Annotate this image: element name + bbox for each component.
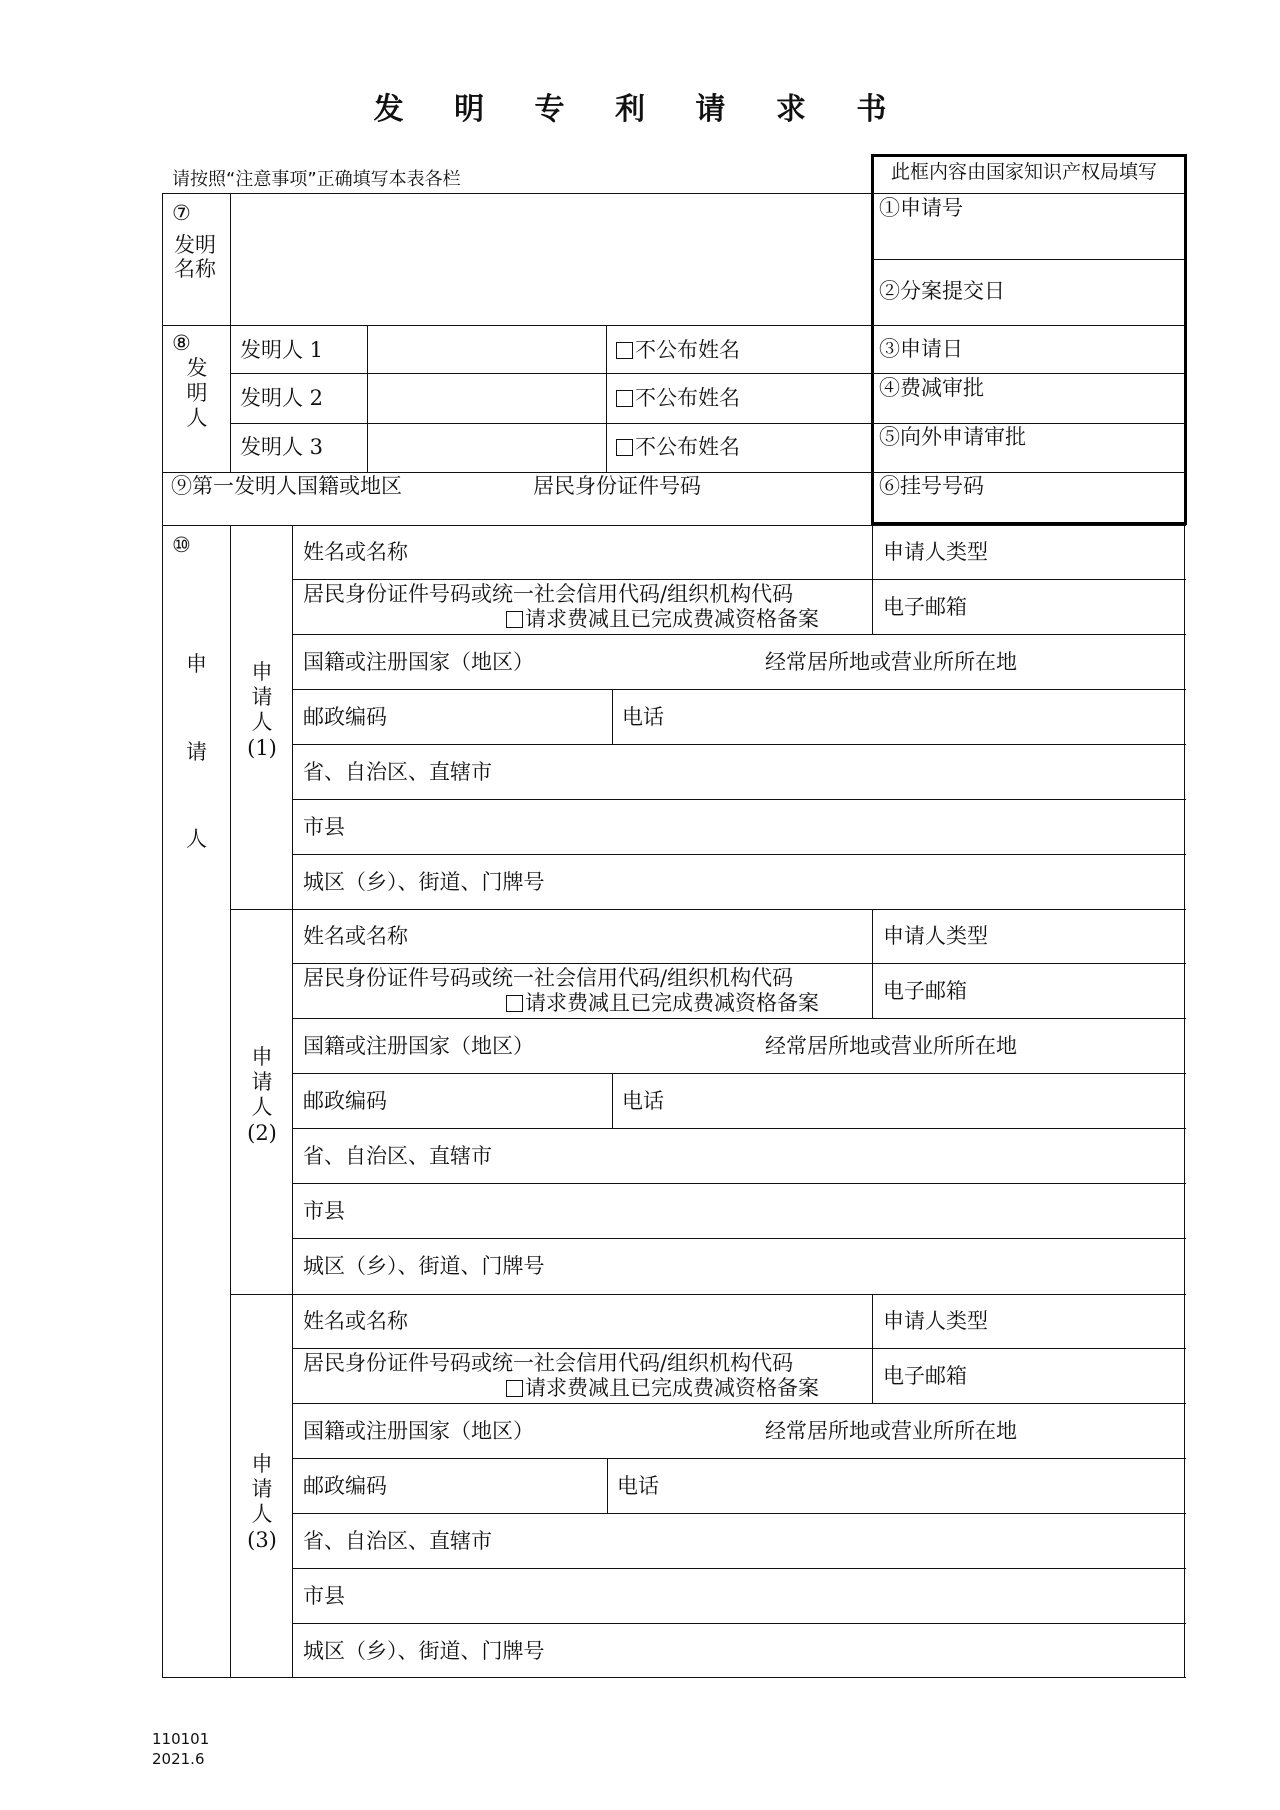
application-number-label: ①申请号 [879,196,963,220]
foreign-application-label: ⑤向外申请审批 [879,425,1026,449]
checkbox-icon[interactable] [616,342,633,359]
page-title: 发 明 专 利 请 求 书 [373,92,907,127]
applicant-3-fee-reduction-option[interactable]: 请求费减且已完成费减资格备案 [506,1378,819,1399]
applicant-3-email-label: 电子邮箱 [883,1364,967,1388]
applicants-section-number: ⑩ [172,533,191,557]
applicant-3-residence-label: 经常居所地或营业所所在地 [765,1419,1017,1443]
applicant-2-side-label: 申请人(2) [247,1045,277,1145]
inventor-3-label: 发明人 3 [240,435,324,459]
inventor-3-hide-name-option[interactable]: 不公布姓名 [616,437,740,458]
applicant-2-email-label: 电子邮箱 [883,979,967,1003]
applicants-vertical-char-3: 人 [186,827,207,851]
applicants-vertical-char-1: 申 [186,652,207,676]
checkbox-icon[interactable] [616,439,633,456]
first-inventor-nationality-label: ⑨第一发明人国籍或地区 [171,474,402,498]
applicant-1-email-label: 电子邮箱 [883,595,967,619]
applicant-3-id-code-label: 居民身份证件号码或统一社会信用代码/组织机构代码 [303,1351,794,1375]
applicant-1-side-label: 申请人(1) [247,660,277,760]
inventor-1-hide-name-option[interactable]: 不公布姓名 [616,340,740,361]
applicant-1-name-label: 姓名或名称 [303,540,408,564]
first-inventor-id-label: 居民身份证件号码 [533,474,701,498]
applicant-1-fee-reduction-option[interactable]: 请求费减且已完成费减资格备案 [506,609,819,630]
applicant-3-postal-label: 邮政编码 [303,1474,387,1498]
applicant-2-district-label: 城区（乡）、街道、门牌号 [303,1254,545,1278]
applicant-2-country-label: 国籍或注册国家（地区） [303,1034,534,1058]
applicant-1-province-label: 省、自治区、直辖市 [303,760,492,784]
applicant-2-city-label: 市县 [303,1199,345,1223]
applicant-2-fee-reduction-option[interactable]: 请求费减且已完成费减资格备案 [506,993,819,1014]
applicants-vertical-char-2: 请 [186,740,207,764]
applicant-2-id-code-label: 居民身份证件号码或统一社会信用代码/组织机构代码 [303,966,794,990]
invention-name-label-line1: 发明 [174,233,216,257]
applicant-1-postal-label: 邮政编码 [303,705,387,729]
checkbox-icon[interactable] [506,995,523,1012]
application-date-label: ③申请日 [879,337,963,361]
applicant-3-name-label: 姓名或名称 [303,1309,408,1333]
form-code: 110101 [152,1730,210,1748]
applicant-1-type-label: 申请人类型 [883,540,988,564]
applicant-2-residence-label: 经常居所地或营业所所在地 [765,1034,1017,1058]
applicant-1-phone-label: 电话 [622,705,664,729]
applicant-3-district-label: 城区（乡）、街道、门牌号 [303,1639,545,1663]
applicant-3-province-label: 省、自治区、直辖市 [303,1529,492,1553]
applicant-3-city-label: 市县 [303,1584,345,1608]
form-version-date: 2021.6 [152,1750,205,1768]
instruction-text: 请按照“注意事项”正确填写本表各栏 [172,169,461,190]
applicant-1-country-label: 国籍或注册国家（地区） [303,650,534,674]
checkbox-icon[interactable] [616,390,633,407]
applicant-2-postal-label: 邮政编码 [303,1089,387,1113]
applicant-2-name-label: 姓名或名称 [303,924,408,948]
applicant-2-province-label: 省、自治区、直辖市 [303,1144,492,1168]
applicant-2-type-label: 申请人类型 [883,924,988,948]
applicant-2-phone-label: 电话 [622,1089,664,1113]
applicant-1-district-label: 城区（乡）、街道、门牌号 [303,870,545,894]
inventor-1-label: 发明人 1 [240,338,324,362]
invention-name-label-line2: 名称 [174,257,216,281]
applicant-3-phone-label: 电话 [617,1474,659,1498]
registered-number-label: ⑥挂号号码 [879,474,984,498]
invention-name-number: ⑦ [172,201,191,225]
inventors-number: ⑧ [172,331,191,355]
applicant-1-city-label: 市县 [303,815,345,839]
inventor-2-label: 发明人 2 [240,386,324,410]
office-box-header: 此框内容由国家知识产权局填写 [891,161,1158,183]
applicant-3-side-label: 申请人(3) [247,1452,277,1552]
fee-reduction-label: ④费减审批 [879,376,984,400]
applicant-3-type-label: 申请人类型 [883,1309,988,1333]
inventor-2-hide-name-option[interactable]: 不公布姓名 [616,388,740,409]
checkbox-icon[interactable] [506,1380,523,1397]
applicant-1-residence-label: 经常居所地或营业所所在地 [765,650,1017,674]
checkbox-icon[interactable] [506,611,523,628]
applicant-3-country-label: 国籍或注册国家（地区） [303,1419,534,1443]
inventors-vertical-label: 发明人 [186,356,208,431]
applicant-1-id-code-label: 居民身份证件号码或统一社会信用代码/组织机构代码 [303,582,794,606]
division-date-label: ②分案提交日 [879,279,1005,303]
